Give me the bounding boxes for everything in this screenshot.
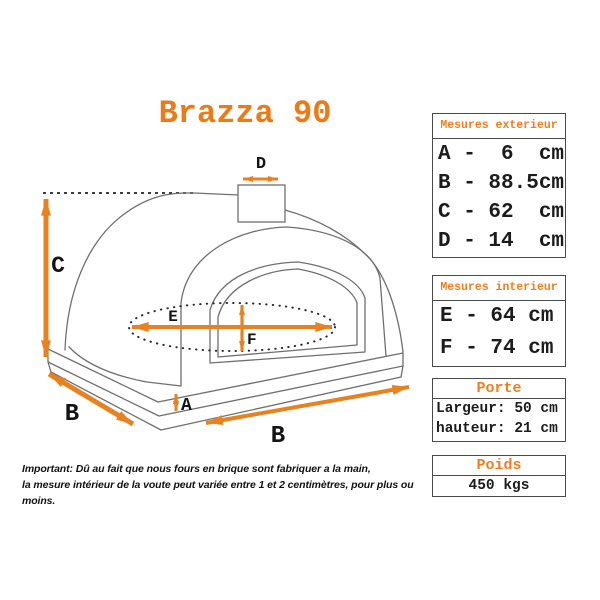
- label-f: F: [247, 331, 257, 349]
- door-opening-arch: [218, 269, 357, 357]
- important-note-line2: la mesure intérieur de la voute peut variée entre 1 et 2 centimètres, pour plus ou moins.: [22, 479, 414, 507]
- spec-body-interieur: [433, 301, 565, 365]
- spec-row: hauteur: 21 cm: [436, 421, 558, 437]
- spec-row: B - 88.5cm: [438, 172, 565, 195]
- important-note-line1: Important: Dû au fait que nous fours en brique sont fabriquer a la main,: [22, 463, 371, 475]
- spec-row: 450 kgs: [468, 478, 530, 494]
- important-note: [22, 461, 424, 509]
- spec-box-poids: [432, 455, 566, 497]
- label-e: E: [168, 308, 178, 326]
- label-b-right: B: [270, 423, 286, 450]
- dome-outline-right: [285, 210, 403, 352]
- spec-box-exterieur: [432, 113, 566, 258]
- spec-row: Largeur: 50 cm: [436, 401, 558, 417]
- spec-row: C - 62 cm: [438, 201, 565, 224]
- page-title: Brazza 90: [158, 95, 332, 132]
- spec-box-interieur: [432, 275, 566, 367]
- chimney: [238, 185, 285, 222]
- label-d: D: [255, 155, 267, 174]
- label-a: A: [181, 396, 192, 416]
- oven-diagram: [15, 148, 425, 458]
- spec-header-exterieur: Mesures exterieur: [433, 114, 565, 139]
- spec-body-exterieur: [433, 139, 565, 256]
- spec-header-poids: Poids: [433, 456, 565, 476]
- spec-row: A - 6 cm: [438, 143, 565, 166]
- dim-arrow-b-left: [49, 374, 133, 424]
- spec-header-interieur: Mesures interieur: [433, 276, 565, 301]
- spec-box-porte: [432, 378, 566, 442]
- spec-header-porte: Porte: [433, 379, 565, 399]
- spec-body-porte: [433, 399, 565, 439]
- spec-row: D - 14 cm: [438, 230, 565, 253]
- dim-arrow-b-right: [206, 387, 409, 423]
- label-b-left: B: [64, 401, 80, 428]
- spec-row: E - 64 cm: [440, 305, 554, 328]
- label-c: C: [51, 253, 65, 279]
- spec-body-poids: [433, 476, 565, 496]
- spec-row: F - 74 cm: [440, 337, 554, 360]
